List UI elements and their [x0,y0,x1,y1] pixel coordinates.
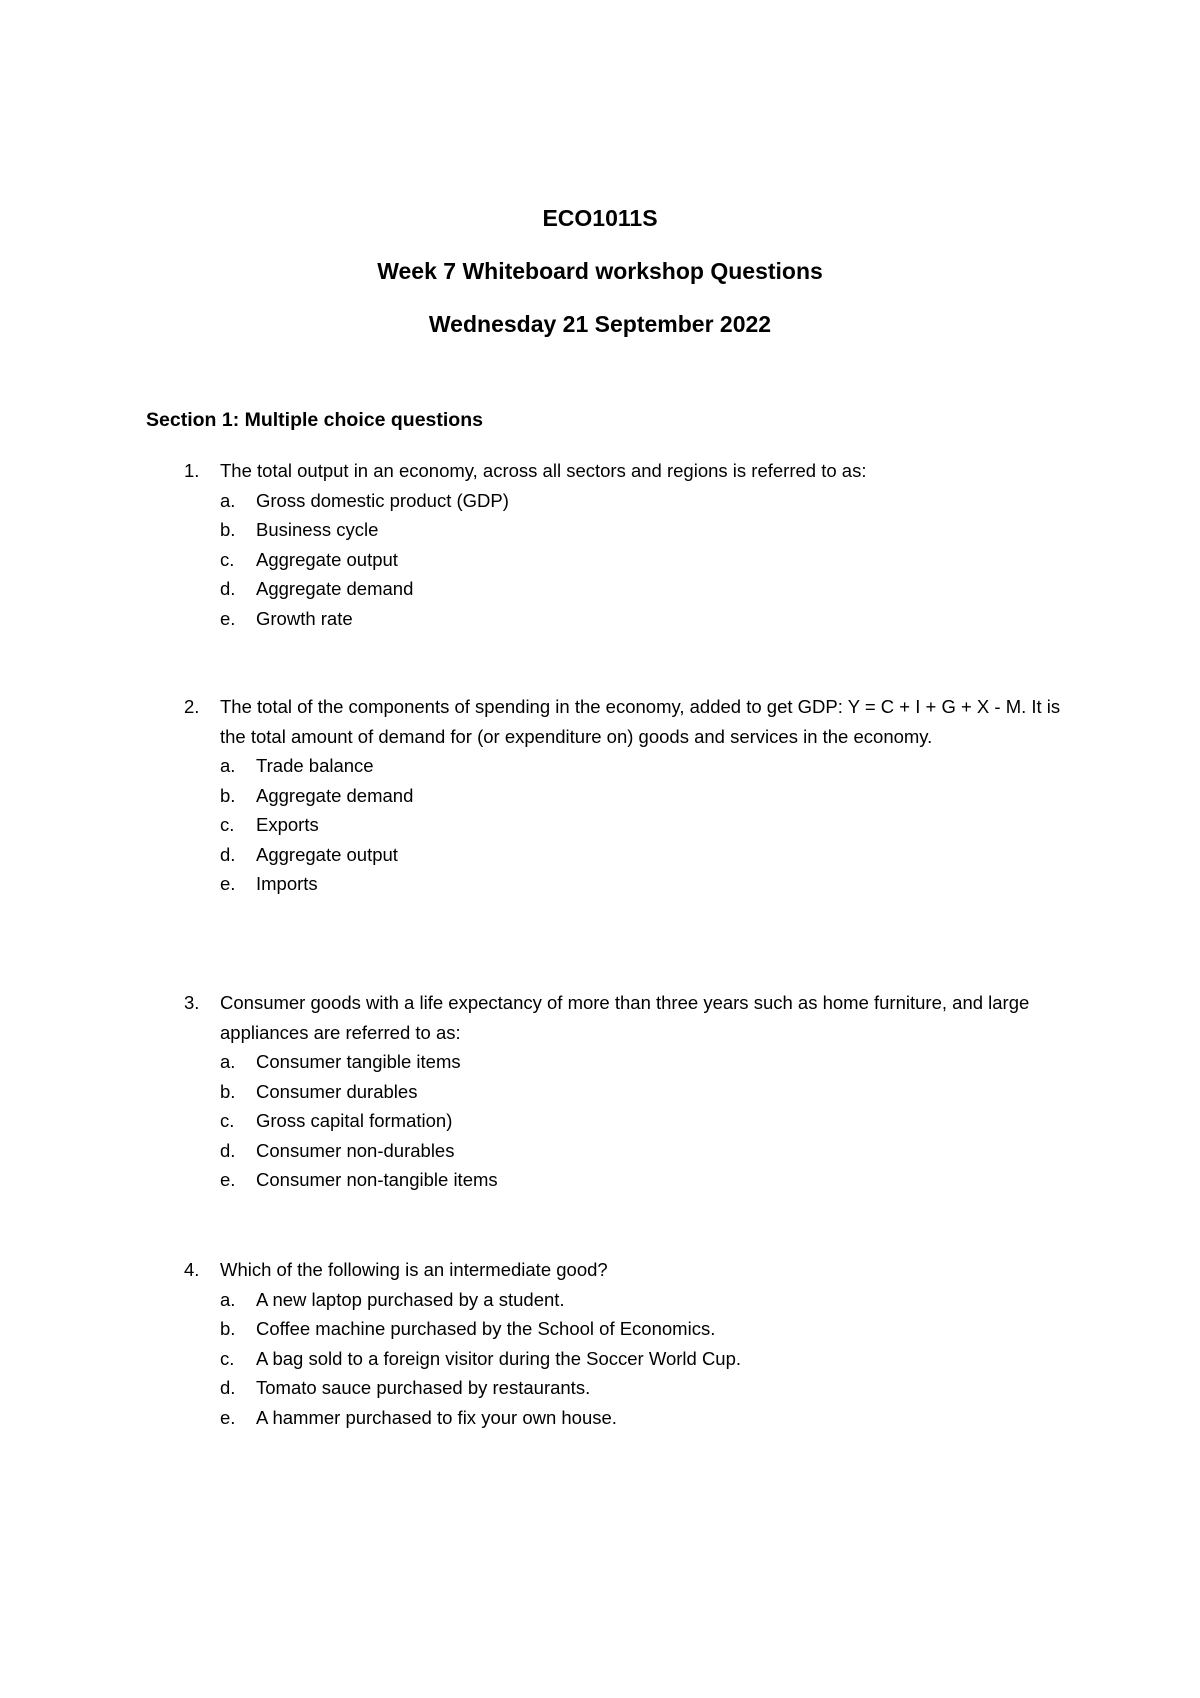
option-text: A hammer purchased to fix your own house. [256,1406,617,1428]
question-number: 2. [184,696,200,717]
question-1 [0,456,1200,633]
option-text: Aggregate demand [256,578,414,599]
option-d [0,1136,1200,1166]
option-b [0,1077,1200,1107]
section-heading: Section 1: Multiple choice questions [146,409,483,431]
option-d [0,574,1200,604]
document-date: Wednesday 21 September 2022 [428,311,772,337]
option-letter: c. [220,1347,235,1369]
option-letter: d. [220,1377,236,1398]
option-b [0,781,1200,811]
option-letter: b. [220,784,236,806]
option-text: Imports [256,873,318,894]
option-letter: d. [220,1139,236,1161]
option-letter: e. [220,1406,236,1428]
question-stem [0,692,1070,751]
option-letter: c. [220,548,235,570]
option-letter: a. [220,755,236,776]
option-letter: e. [220,607,236,629]
option-letter: a. [220,1288,236,1310]
option-e [0,1165,1200,1195]
question-number: 4. [184,1259,200,1280]
option-e [0,1403,1200,1433]
option-b [0,515,1200,545]
option-a [0,751,1200,781]
option-letter: c. [220,814,235,835]
question-3 [0,988,1200,1195]
option-text: Tomato sauce purchased by restaurants. [256,1377,591,1398]
option-letter: e. [220,1169,236,1190]
question-stem [0,988,1070,1047]
option-letter: c. [220,1110,235,1131]
option-text: Gross capital formation) [256,1110,453,1131]
option-text: Business cycle [256,519,379,540]
option-text: A new laptop purchased by a student. [256,1288,565,1310]
question-text: Consumer goods with a life expectancy of more than three years such as home furniture, and large appliances are referred to as: [220,992,1030,1043]
option-letter: d. [220,578,236,599]
option-d [0,1373,1200,1403]
option-text: Aggregate demand [256,784,414,806]
option-text: Consumer durables [256,1080,418,1102]
option-a [0,1047,1200,1077]
option-text: Growth rate [256,607,353,629]
option-letter: b. [220,1080,236,1102]
option-c [0,1344,1200,1374]
option-letter: a. [220,1051,236,1072]
option-text: Trade balance [256,755,374,776]
option-c [0,1106,1200,1136]
question-stem [0,1255,1070,1285]
option-letter: d. [220,843,236,865]
option-text: Consumer non-durables [256,1139,455,1161]
question-text: Which of the following is an intermediate good? [220,1259,608,1280]
question-number: 3. [184,992,200,1013]
course-code: ECO1011S [542,205,658,231]
option-e [0,869,1200,899]
option-text: Aggregate output [256,548,398,570]
option-text: Consumer tangible items [256,1051,461,1072]
option-letter: b. [220,1318,236,1339]
option-text: A bag sold to a foreign visitor during the Soccer World Cup. [256,1347,742,1369]
question-stem [0,456,1070,486]
option-text: Exports [256,814,319,835]
option-a [0,486,1200,516]
question-text: The total of the components of spending in the economy, added to get GDP: Y = C + I + G + X - M. It is the total amount of demand for (or expenditure on) goods and services in the economy. [220,696,1061,747]
option-text: Gross domestic product (GDP) [256,489,509,511]
option-text: Consumer non-tangible items [256,1169,498,1190]
option-c [0,810,1200,840]
option-text: Coffee machine purchased by the School of Economics. [256,1318,716,1339]
option-a [0,1285,1200,1315]
option-b [0,1314,1200,1344]
question-4 [0,1255,1200,1432]
option-text: Aggregate output [256,843,398,865]
question-2 [0,692,1200,899]
option-d [0,840,1200,870]
question-text: The total output in an economy, across all sectors and regions is referred to as: [220,460,867,481]
question-number: 1. [184,460,200,481]
document-title: Week 7 Whiteboard workshop Questions [377,258,823,284]
option-e [0,604,1200,634]
option-c [0,545,1200,575]
option-letter: a. [220,489,236,511]
option-letter: b. [220,519,236,540]
option-letter: e. [220,873,236,894]
